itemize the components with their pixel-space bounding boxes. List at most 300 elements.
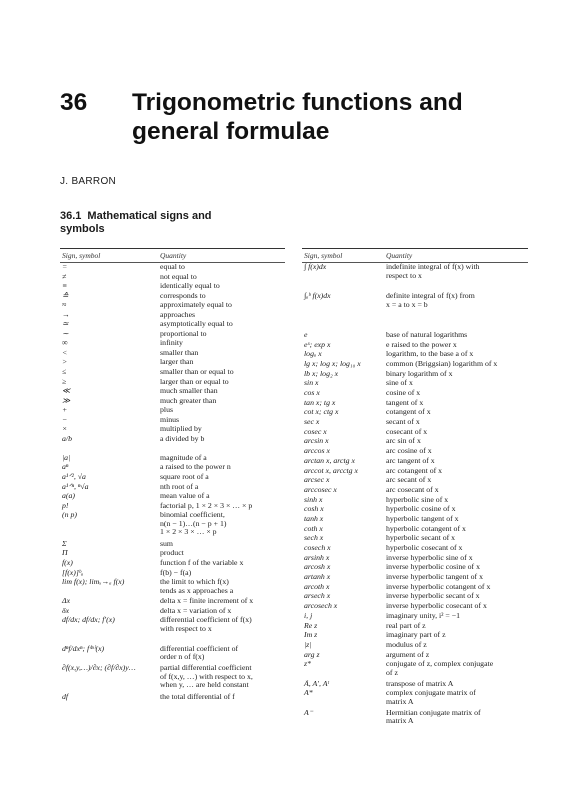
- symbol-cell: ≙: [62, 291, 69, 300]
- symbol-cell: cosech x: [304, 544, 331, 553]
- quantity-line: much smaller than: [160, 387, 218, 396]
- table-row: [302, 525, 528, 535]
- table-row: [60, 492, 285, 502]
- quantity-cell: [160, 454, 285, 463]
- header-quantity: Quantity: [386, 251, 413, 260]
- table-row: [60, 540, 285, 550]
- quantity-cell: [160, 607, 285, 616]
- quantity-cell: [160, 569, 285, 578]
- quantity-cell: [160, 378, 285, 387]
- table-row: [60, 273, 285, 283]
- quantity-line: inverse hyperbolic sine of x: [386, 553, 473, 562]
- symbol-cell: ≈: [62, 301, 67, 310]
- quantity-cell: [386, 476, 528, 485]
- quantity-cell: [160, 693, 285, 702]
- table-row: [60, 292, 285, 302]
- table-row: [302, 360, 528, 370]
- quantity-line: arc cotangent of x: [386, 466, 443, 475]
- table-row: [302, 341, 528, 351]
- table-row: [302, 389, 528, 399]
- quantity-line: smaller than: [160, 348, 199, 357]
- symbol-cell: arcosech x: [304, 602, 338, 611]
- quantity-cell: [160, 292, 285, 301]
- symbol-cell: ∫ₐᵇ f(x)dx: [304, 292, 331, 301]
- symbol-cell: A⁻: [304, 708, 313, 717]
- quantity-line: corresponds to: [160, 291, 206, 300]
- table-row: [302, 622, 528, 632]
- table-row: [60, 597, 285, 607]
- table-row: [60, 416, 285, 426]
- table-row: [60, 320, 285, 330]
- quantity-line: sine of x: [386, 379, 413, 388]
- table-row: [60, 483, 285, 493]
- quantity-line: identically equal to: [160, 282, 220, 291]
- quantity-line: infinity: [160, 339, 183, 348]
- quantity-line: the total differential of f: [160, 692, 235, 701]
- quantity-cell: [386, 660, 528, 677]
- table-row: [302, 467, 528, 477]
- quantity-cell: [160, 339, 285, 348]
- quantity-line: tends as x approaches a: [160, 585, 234, 595]
- section-title-line-1: Mathematical signs and: [87, 210, 212, 222]
- table-row: [60, 339, 285, 349]
- table-row: [302, 651, 528, 661]
- quantity-line: of f(x,y, …) with respect to x,: [160, 671, 253, 681]
- table-row: [60, 454, 285, 464]
- quantity-line: hyperbolic cosine of x: [386, 505, 456, 514]
- symbol-cell: |z|: [304, 640, 312, 649]
- right-rows: [302, 263, 528, 728]
- symbol-cell: i, j: [304, 611, 313, 620]
- quantity-cell: [386, 399, 528, 408]
- symbol-cell: ∂f(x,y,…)/∂x; (∂f/∂x)y…: [62, 663, 136, 672]
- symbol-cell: df: [62, 692, 69, 701]
- quantity-line: cotangent of x: [386, 408, 431, 417]
- quantity-cell: [386, 496, 528, 505]
- table-row: [60, 387, 285, 397]
- table-row: [302, 418, 528, 428]
- symbol-cell: δx: [62, 606, 70, 615]
- quantity-line: imaginary unity, i² = −1: [386, 611, 461, 620]
- header-symbol: Sign, symbol: [304, 251, 343, 260]
- symbol-cell: ×: [62, 425, 68, 434]
- quantity-line: delta x = variation of x: [160, 606, 232, 615]
- symbol-cell: arcoth x: [304, 582, 330, 591]
- symbol-cell: eˣ; exp x: [304, 340, 331, 349]
- quantity-line: factorial p, 1 × 2 × 3 × … × p: [160, 501, 253, 510]
- chapter-title: [132, 88, 552, 146]
- table-row: [302, 534, 528, 544]
- quantity-line: function f of the variable x: [160, 558, 244, 567]
- symbol-cell: sin x: [304, 379, 319, 388]
- quantity-cell: [386, 680, 528, 689]
- table-row: [302, 505, 528, 515]
- quantity-cell: [160, 397, 285, 406]
- symbol-cell: arcsin x: [304, 437, 329, 446]
- symbol-cell: ∫ f(x)dx: [304, 263, 327, 271]
- table-row: [302, 331, 528, 341]
- symbol-cell: −: [62, 415, 68, 424]
- quantity-line: a raised to the power n: [160, 463, 231, 472]
- symbol-cell: arccot x, arcctg x: [304, 466, 358, 475]
- symbol-cell: a¹ᐟⁿ, ⁿ√a: [62, 482, 89, 491]
- quantity-line: e raised to the power x: [386, 340, 457, 349]
- symbol-cell: lg x; log x; log₁₀ x: [304, 359, 361, 368]
- quantity-line: hyperbolic sine of x: [386, 495, 449, 504]
- quantity-line: inverse hyperbolic cosine of x: [386, 563, 480, 572]
- quantity-line: nth root of a: [160, 482, 199, 491]
- table-row: [302, 554, 528, 564]
- quantity-line: cosecant of x: [386, 427, 428, 436]
- chapter-title-line-2: general formulae: [132, 118, 330, 145]
- quantity-line: indefinite integral of f(x) with: [386, 263, 480, 271]
- quantity-cell: [386, 505, 528, 514]
- table-row: [60, 616, 285, 645]
- table-row: [302, 447, 528, 457]
- table-row: [60, 511, 285, 540]
- table-row: [60, 406, 285, 416]
- table-row: [302, 680, 528, 690]
- table-row: [60, 263, 285, 273]
- quantity-cell: [386, 534, 528, 543]
- symbol-cell: ≪: [62, 387, 71, 396]
- quantity-cell: [160, 549, 285, 558]
- table-row: [302, 379, 528, 389]
- quantity-line: transpose of matrix A: [386, 679, 454, 688]
- table-row: [60, 301, 285, 311]
- quantity-line: base of natural logarithms: [386, 330, 468, 339]
- quantity-cell: [160, 502, 285, 511]
- quantity-cell: [386, 389, 528, 398]
- table-header-row: [302, 249, 528, 263]
- quantity-cell: [386, 583, 528, 592]
- quantity-cell: [386, 331, 528, 340]
- symbol-cell: Δx: [62, 597, 71, 606]
- table-row: [302, 496, 528, 506]
- symbol-cell: arcosh x: [304, 563, 331, 572]
- quantity-cell: [160, 301, 285, 310]
- quantity-cell: [386, 525, 528, 534]
- table-row: [60, 435, 285, 454]
- symbol-cell: sec x: [304, 418, 320, 427]
- table-row: [302, 583, 528, 593]
- table-row: [60, 693, 285, 703]
- quantity-line: delta x = finite increment of x: [160, 597, 254, 606]
- symbol-cell: ≡: [62, 282, 68, 291]
- table-row: [60, 311, 285, 321]
- quantity-line: approaches: [160, 310, 196, 319]
- table-row: [60, 664, 285, 693]
- quantity-line: imaginary part of z: [386, 631, 446, 640]
- quantity-line: proportional to: [160, 329, 207, 338]
- symbol-cell: lim f(x); limₓ→ₐ f(x): [62, 578, 125, 587]
- quantity-line: partial differential coefficient: [160, 663, 252, 672]
- symbol-cell: z*: [304, 660, 311, 669]
- quantity-cell: [386, 622, 528, 631]
- quantity-cell: [160, 645, 285, 662]
- quantity-cell: [386, 437, 528, 446]
- section-heading: [60, 210, 280, 236]
- quantity-line: multiplied by: [160, 425, 202, 434]
- quantity-line: common (Briggsian) logarithm of x: [386, 359, 498, 368]
- quantity-line: secant of x: [386, 418, 420, 427]
- quantity-cell: [160, 511, 285, 537]
- quantity-line: definite integral of f(x) from: [386, 292, 475, 301]
- quantity-cell: [386, 360, 528, 369]
- quantity-cell: [386, 428, 528, 437]
- table-header-row: [60, 249, 285, 263]
- quantity-line: arc secant of x: [386, 476, 432, 485]
- table-row: [302, 631, 528, 641]
- quantity-line: x = a to x = b: [386, 299, 428, 309]
- symbol-cell: coth x: [304, 524, 323, 533]
- quantity-line: cosine of x: [386, 389, 421, 398]
- table-row: [60, 349, 285, 359]
- table-row: [302, 515, 528, 525]
- symbol-cell: cos x: [304, 389, 320, 398]
- quantity-line: arc sin of x: [386, 437, 421, 446]
- symbols-table-right: [302, 248, 528, 728]
- quantity-cell: [386, 457, 528, 466]
- quantity-cell: [160, 435, 285, 444]
- symbol-cell: arccosec x: [304, 485, 337, 494]
- quantity-line: binomial coefficient,: [160, 511, 225, 520]
- symbol-cell: tan x; tg x: [304, 398, 336, 407]
- quantity-line: tangent of x: [386, 398, 424, 407]
- symbol-cell: ≠: [62, 272, 67, 281]
- quantity-cell: [160, 540, 285, 549]
- symbol-cell: arccos x: [304, 447, 330, 456]
- quantity-line: hyperbolic tangent of x: [386, 514, 459, 523]
- quantity-line: arc cosine of x: [386, 447, 432, 456]
- quantity-cell: [386, 467, 528, 476]
- quantity-cell: [160, 416, 285, 425]
- quantity-cell: [160, 282, 285, 291]
- quantity-cell: [386, 641, 528, 650]
- quantity-line: arc cosecant of x: [386, 485, 439, 494]
- quantity-line: matrix A: [386, 696, 414, 706]
- quantity-cell: [160, 311, 285, 320]
- symbol-cell: ∞: [62, 339, 68, 348]
- symbol-cell: a(a): [62, 492, 75, 501]
- quantity-line: when y, … are held constant: [160, 680, 249, 690]
- quantity-cell: [160, 578, 285, 595]
- symbol-cell: Π: [62, 549, 68, 558]
- symbol-cell: arsinh x: [304, 553, 330, 562]
- table-row: [60, 330, 285, 340]
- quantity-cell: [386, 602, 528, 611]
- table-row: [302, 709, 528, 728]
- quantity-line: asymptotically equal to: [160, 320, 233, 329]
- symbol-cell: (n p): [62, 511, 77, 520]
- quantity-cell: [386, 486, 528, 495]
- quantity-line: mean value of a: [160, 492, 210, 501]
- quantity-line: larger than: [160, 358, 194, 367]
- quantity-line: Hermitian conjugate matrix of: [386, 708, 481, 717]
- symbol-cell: logₐ x: [304, 350, 322, 359]
- table-row: [60, 645, 285, 664]
- symbol-cell: cot x; ctg x: [304, 408, 339, 417]
- quantity-cell: [160, 320, 285, 329]
- table-row: [302, 602, 528, 612]
- section-number: 36.1: [60, 210, 82, 222]
- symbol-cell: cosec x: [304, 427, 327, 436]
- quantity-cell: [386, 631, 528, 640]
- quantity-line: binary logarithm of x: [386, 369, 453, 378]
- quantity-line: the limit to which f(x): [160, 578, 229, 587]
- symbol-cell: ≫: [62, 396, 71, 405]
- symbol-cell: Re z: [304, 621, 318, 630]
- quantity-cell: [386, 544, 528, 553]
- symbol-cell: Σ: [62, 539, 67, 548]
- quantity-line: inverse hyperbolic secant of x: [386, 592, 480, 601]
- symbol-cell: artanh x: [304, 573, 331, 582]
- quantity-cell: [160, 368, 285, 377]
- symbol-cell: Im z: [304, 631, 318, 640]
- quantity-cell: [160, 492, 285, 501]
- symbol-cell: sinh x: [304, 495, 323, 504]
- quantity-cell: [386, 563, 528, 572]
- table-row: [302, 660, 528, 679]
- header-quantity: Quantity: [160, 251, 187, 260]
- quantity-cell: [160, 349, 285, 358]
- left-rows: [60, 263, 285, 702]
- quantity-line: larger than or equal to: [160, 377, 229, 386]
- quantity-line: much greater than: [160, 396, 217, 405]
- symbol-cell: ∼: [62, 329, 69, 338]
- table-row: [302, 263, 528, 292]
- symbol-cell: df/dx; df/dx; f′(x): [62, 616, 115, 625]
- quantity-cell: [160, 273, 285, 282]
- quantity-line: plus: [160, 406, 173, 415]
- symbol-cell: lb x; log₂ x: [304, 369, 339, 378]
- symbol-cell: e: [304, 330, 308, 339]
- table-row: [302, 457, 528, 467]
- symbol-cell: A*: [304, 689, 313, 698]
- quantity-cell: [386, 350, 528, 359]
- table-row: [60, 607, 285, 617]
- quantity-line: of z: [386, 667, 398, 677]
- quantity-line: n(n − 1)…(n − p + 1): [160, 518, 227, 528]
- table-row: [60, 559, 285, 569]
- quantity-cell: [160, 263, 285, 272]
- quantity-cell: [386, 292, 528, 309]
- author-name: J. BARRON: [60, 176, 117, 187]
- quantity-cell: [386, 709, 528, 726]
- table-row: [60, 368, 285, 378]
- table-row: [60, 282, 285, 292]
- quantity-cell: [160, 358, 285, 367]
- quantity-cell: [386, 370, 528, 379]
- chapter-title-line-1: Trigonometric functions and: [132, 89, 463, 116]
- quantity-line: modulus of z: [386, 640, 427, 649]
- quantity-line: hyperbolic cotangent of x: [386, 524, 466, 533]
- quantity-line: square root of a: [160, 473, 209, 482]
- quantity-cell: [386, 592, 528, 601]
- quantity-line: argument of z: [386, 650, 430, 659]
- table-row: [60, 569, 285, 579]
- table-row: [60, 358, 285, 368]
- table-row: [302, 689, 528, 708]
- section-title-line-2: symbols: [60, 223, 105, 235]
- quantity-line: minus: [160, 415, 180, 424]
- table-row: [302, 544, 528, 554]
- quantity-line: magnitude of a: [160, 453, 207, 462]
- quantity-cell: [160, 463, 285, 472]
- table-row: [60, 463, 285, 473]
- quantity-line: hyperbolic cosecant of x: [386, 544, 463, 553]
- quantity-cell: [386, 418, 528, 427]
- quantity-cell: [160, 664, 285, 690]
- symbol-cell: [f(x)]ᵇₐ: [62, 568, 84, 577]
- table-row: [302, 408, 528, 418]
- quantity-line: not equal to: [160, 272, 197, 281]
- table-row: [302, 592, 528, 602]
- quantity-cell: [160, 597, 285, 606]
- quantity-line: f(b) − f(a): [160, 568, 192, 577]
- quantity-line: inverse hyperbolic cosecant of x: [386, 602, 487, 611]
- quantity-line: order n of f(x): [160, 652, 205, 662]
- table-row: [302, 573, 528, 583]
- table-row: [60, 502, 285, 512]
- quantity-cell: [386, 408, 528, 417]
- quantity-cell: [386, 263, 528, 280]
- table-row: [60, 425, 285, 435]
- symbol-cell: Ã, A′, Aᵗ: [304, 679, 329, 688]
- symbol-cell: =: [62, 263, 68, 271]
- quantity-line: approximately equal to: [160, 301, 232, 310]
- table-row: [302, 292, 528, 331]
- quantity-line: matrix A: [386, 716, 414, 726]
- quantity-line: 1 × 2 × 3 × … × p: [160, 527, 217, 537]
- quantity-cell: [386, 612, 528, 621]
- quantity-cell: [386, 379, 528, 388]
- table-row: [302, 612, 528, 622]
- symbol-cell: a¹ᐟ², √a: [62, 473, 86, 482]
- quantity-line: differential coefficient of f(x): [160, 616, 252, 625]
- quantity-cell: [386, 651, 528, 660]
- symbol-cell: |a|: [62, 453, 71, 462]
- quantity-line: a divided by b: [160, 434, 205, 443]
- quantity-line: arc tangent of x: [386, 456, 435, 465]
- header-symbol: Sign, symbol: [62, 251, 101, 260]
- symbol-cell: aⁿ: [62, 463, 69, 472]
- quantity-cell: [160, 406, 285, 415]
- quantity-line: complex conjugate matrix of: [386, 689, 476, 698]
- table-row: [302, 437, 528, 447]
- symbol-cell: arctan x, arctg x: [304, 456, 355, 465]
- symbol-cell: ≥: [62, 377, 67, 386]
- quantity-cell: [386, 689, 528, 706]
- symbol-cell: cosh x: [304, 505, 324, 514]
- symbol-cell: arg z: [304, 650, 320, 659]
- quantity-line: differential coefficient of: [160, 644, 239, 653]
- symbol-cell: arcsec x: [304, 476, 330, 485]
- symbol-cell: +: [62, 406, 68, 415]
- quantity-cell: [160, 425, 285, 434]
- table-row: [302, 350, 528, 360]
- table-row: [60, 378, 285, 388]
- table-row: [60, 578, 285, 597]
- table-row: [302, 486, 528, 496]
- table-row: [60, 473, 285, 483]
- symbol-cell: tanh x: [304, 514, 324, 523]
- table-row: [60, 549, 285, 559]
- quantity-cell: [160, 616, 285, 633]
- quantity-line: smaller than or equal to: [160, 368, 234, 377]
- symbol-cell: →: [62, 310, 70, 319]
- chapter-number: 36: [60, 89, 88, 116]
